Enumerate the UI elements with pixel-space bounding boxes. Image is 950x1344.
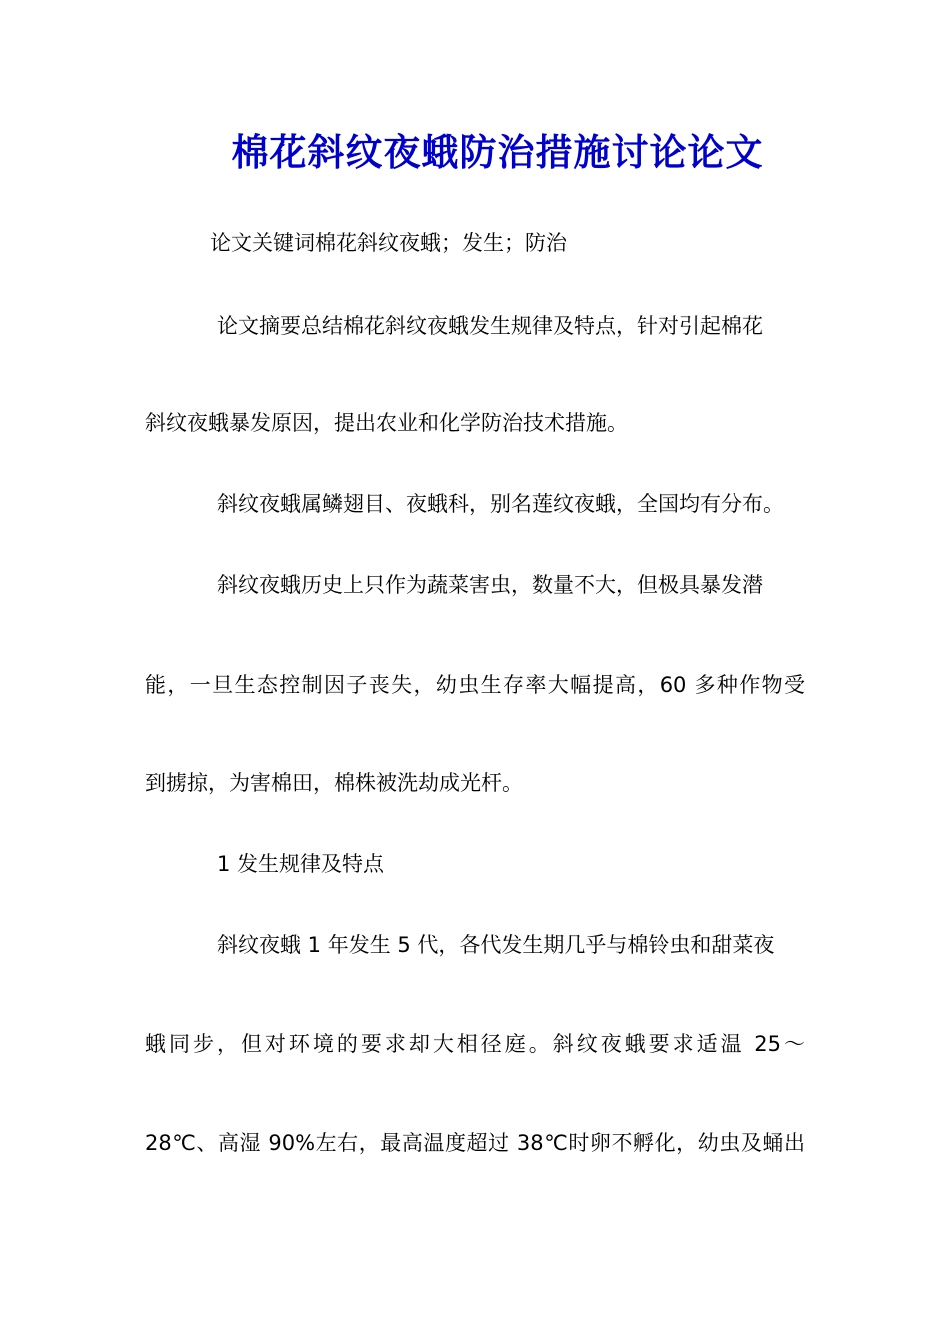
abstract-line-2: 斜纹夜蛾暴发原因，提出农业和化学防治技术措施。 <box>145 411 628 435</box>
paragraph-line-2: 斜纹夜蛾历史上只作为蔬菜害虫，数量不大，但极具暴发潜 <box>217 573 763 597</box>
abstract-line-1: 论文摘要总结棉花斜纹夜蛾发生规律及特点，针对引起棉花 <box>217 314 763 338</box>
paragraph-line-5: 斜纹夜蛾 1 年发生 5 代，各代发生期几乎与棉铃虫和甜菜夜 <box>217 933 775 957</box>
keywords-line: 论文关键词棉花斜纹夜蛾；发生；防治 <box>210 231 567 255</box>
paragraph-line-6: 蛾同步，但对环境的要求却大相径庭。斜纹夜蛾要求适温 25～ <box>145 1032 805 1056</box>
section-heading: 1 发生规律及特点 <box>217 852 385 876</box>
paragraph-line-4: 到掳掠，为害棉田，棉株被洗劫成光杆。 <box>145 771 523 795</box>
document-title: 棉花斜纹夜蛾防治措施讨论论文 <box>231 130 764 174</box>
paragraph-line-7: 28℃、高湿 90%左右，最高温度超过 38℃时卵不孵化，幼虫及蛹出 <box>145 1131 805 1155</box>
paragraph-line-3: 能，一旦生态控制因子丧失，幼虫生存率大幅提高，60 多种作物受 <box>145 673 805 697</box>
paragraph-line-1: 斜纹夜蛾属鳞翅目、夜蛾科，别名莲纹夜蛾，全国均有分布。 <box>217 492 784 516</box>
